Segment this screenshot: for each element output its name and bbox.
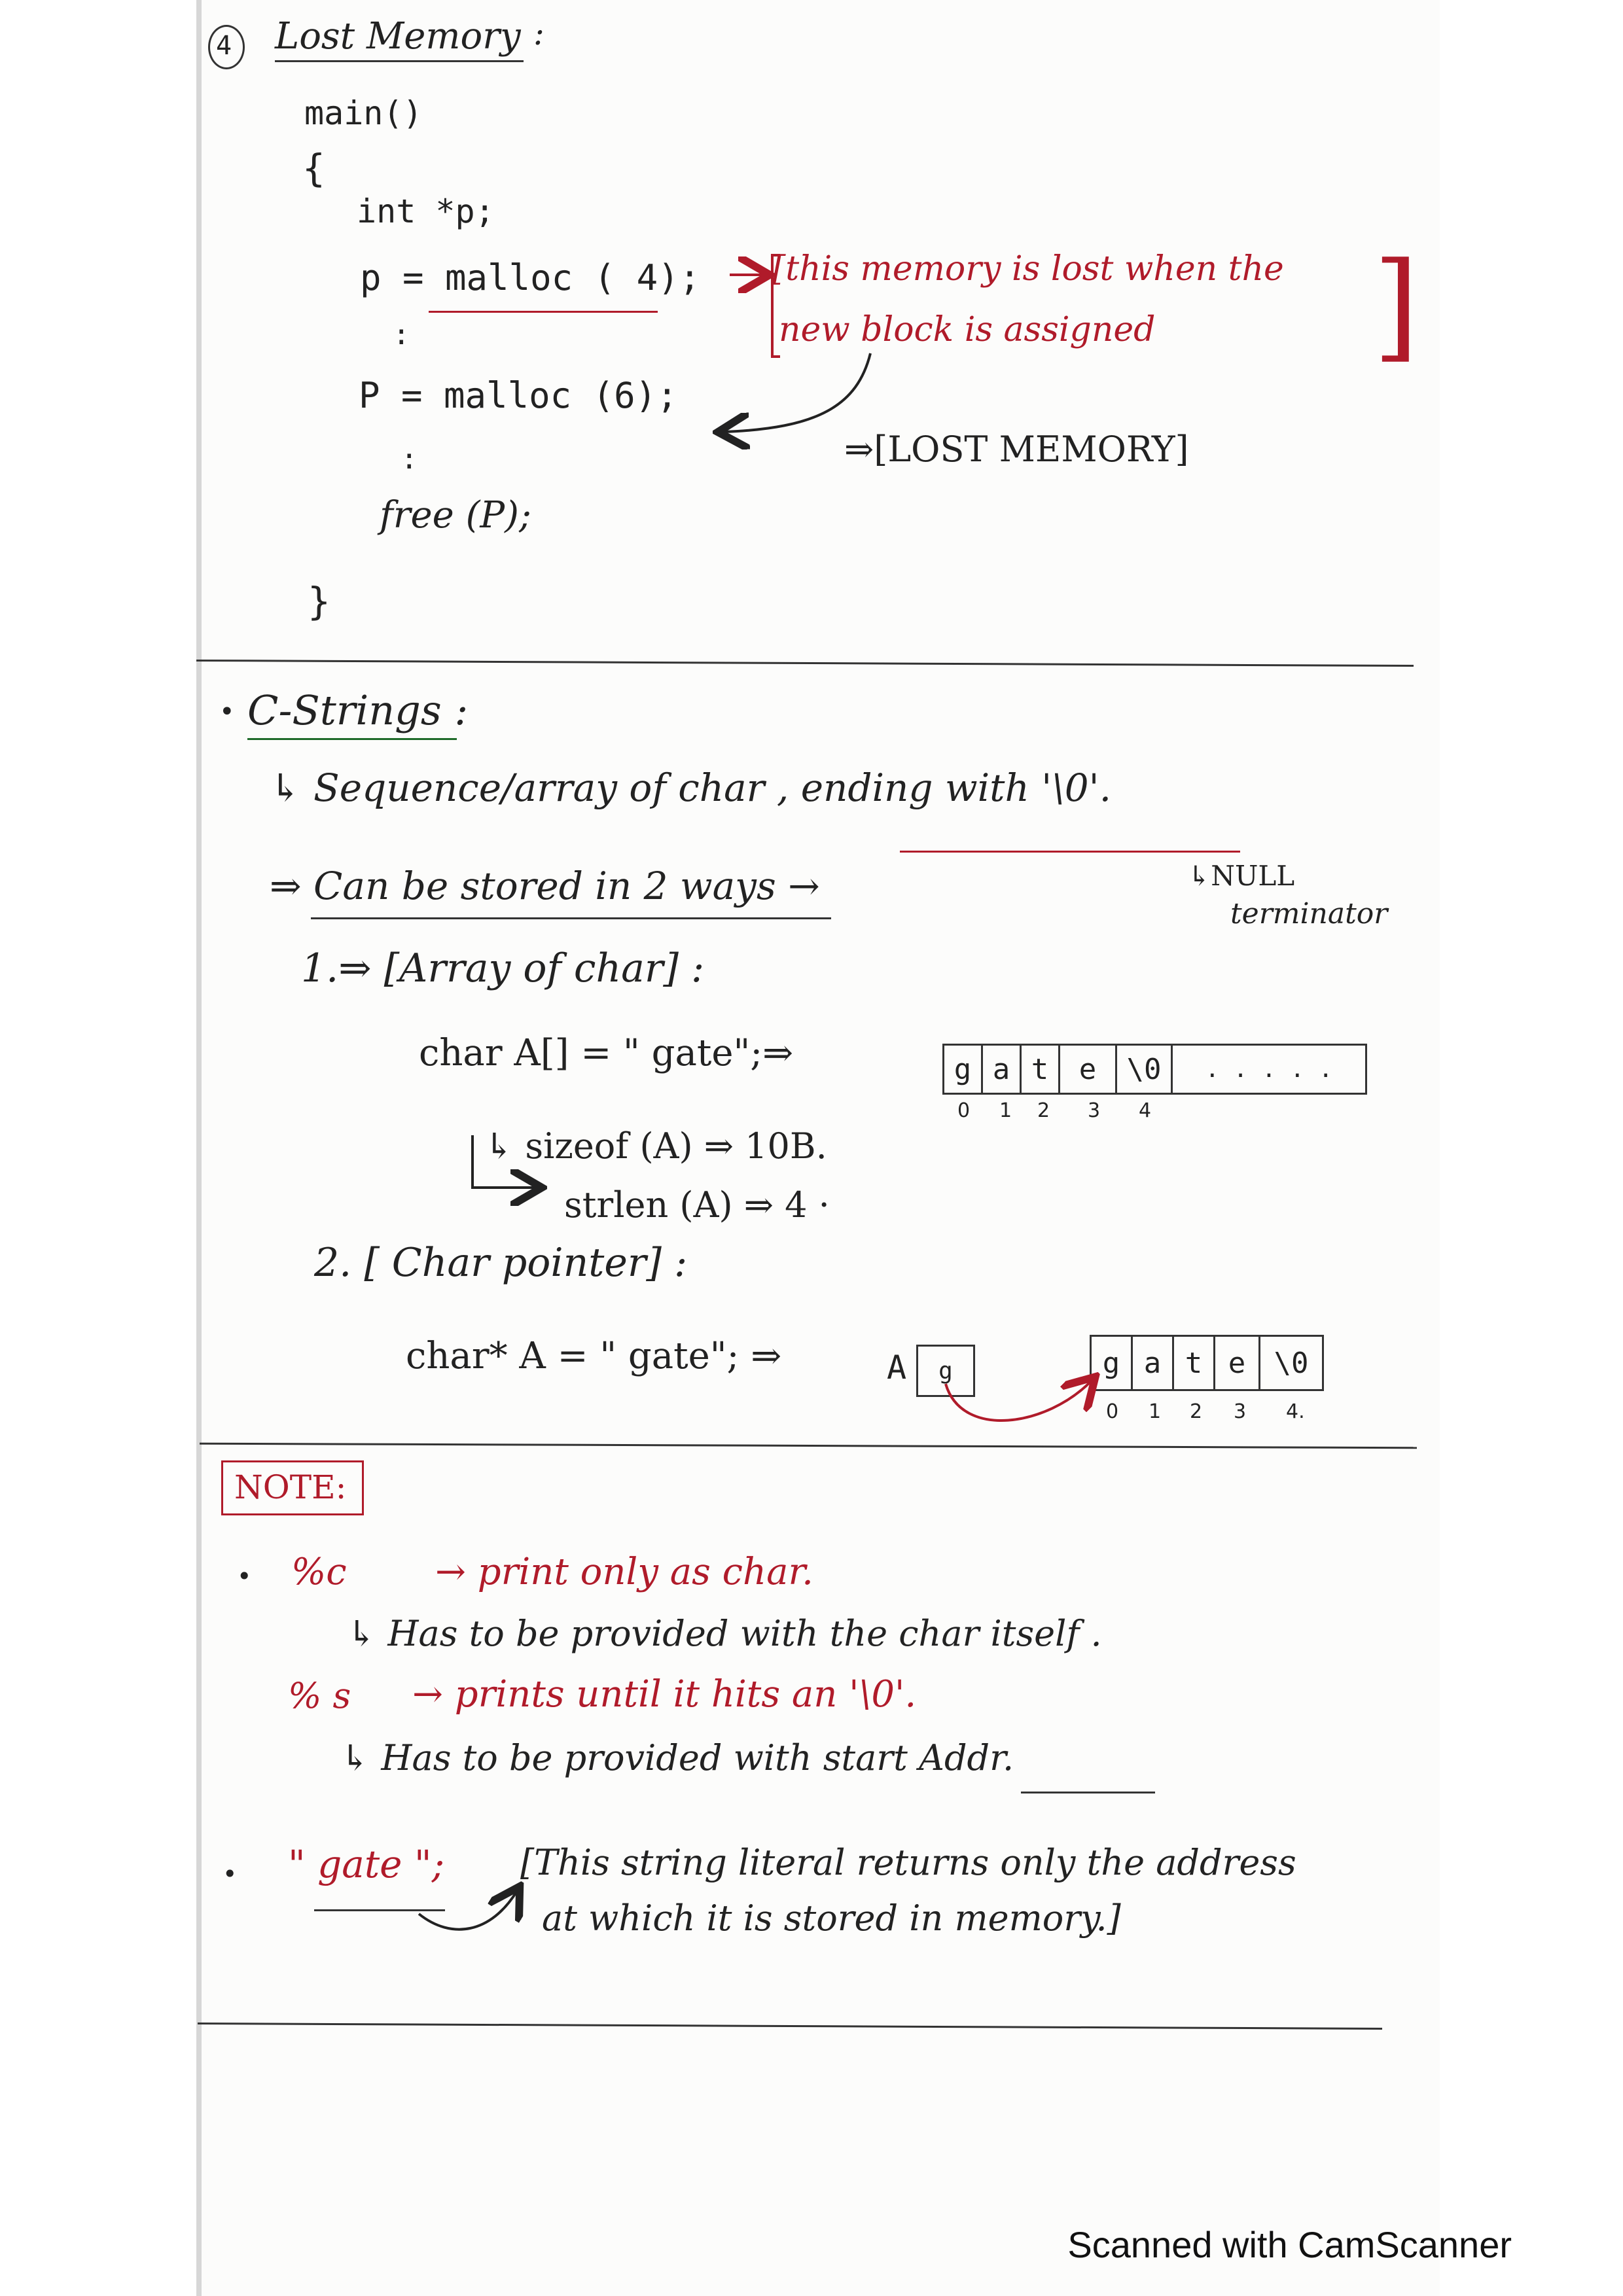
section-number: 4 <box>216 31 232 61</box>
string-index: 4. <box>1286 1400 1305 1423</box>
note-spec-c: %c <box>291 1551 347 1593</box>
code-line-malloc-6: P = malloc (6); <box>359 375 678 416</box>
note-bullet-1: • <box>237 1562 252 1591</box>
lost-memory-note-line1: [this memory is lost when the <box>772 249 1284 289</box>
string-cell: \0 <box>1258 1335 1324 1391</box>
section-title: Lost Memory <box>275 15 521 58</box>
lost-memory-note-line2: new block is assigned <box>779 310 1156 349</box>
lost-memory-result: ⇒[LOST MEMORY] <box>844 429 1189 470</box>
code-line-ellipsis-1: : <box>393 318 410 351</box>
string-index: 1 <box>1149 1400 1162 1423</box>
array-index: 3 <box>1088 1099 1101 1122</box>
array-cell: g <box>942 1044 983 1095</box>
note-spec-s: % s <box>288 1675 351 1716</box>
way2-label: 2. [ Char pointer] : <box>314 1240 688 1286</box>
terminator-label: terminator <box>1230 897 1388 930</box>
array-index: 0 <box>957 1099 971 1122</box>
pointer-name: A <box>887 1349 907 1386</box>
string-index: 2 <box>1190 1400 1203 1423</box>
code-line-malloc-4: p = malloc ( 4); <box>360 257 701 298</box>
code-line-declaration: int *p; <box>357 192 495 230</box>
array-index: 4 <box>1139 1099 1152 1122</box>
lost-memory-note-bracket: ] <box>1373 238 1419 374</box>
literal-note-line2: at which it is stored in memory.] <box>542 1898 1121 1939</box>
code-line-ellipsis-2: : <box>401 442 418 476</box>
code-line-open-brace: { <box>302 146 325 190</box>
array-cell-remaining: . . . . . <box>1171 1044 1367 1095</box>
array-cell: e <box>1058 1044 1117 1095</box>
storage-ways: ⇒ Can be stored in 2 ways → <box>270 864 820 908</box>
string-cell: e <box>1213 1335 1260 1391</box>
code-line-close-brace: } <box>308 579 330 624</box>
string-literal: " gate "; <box>288 1842 445 1886</box>
code-line-free: free (P); <box>380 494 531 537</box>
note-desc-s: → prints until it hits an '\0'. <box>412 1673 917 1716</box>
note-bullet-2: • <box>223 1860 238 1888</box>
sizeof-strlen-arrow <box>473 1135 537 1188</box>
annotation-left-bracket <box>772 255 780 357</box>
c-strings-definition: ↳ Sequence/array of char , ending with '\0'. <box>270 766 1112 810</box>
c-strings-bullet: • <box>219 697 235 727</box>
string-cell: t <box>1172 1335 1215 1391</box>
note-sub-s: ↳ Has to be provided with start Addr. <box>340 1737 1014 1778</box>
new-block-arrow <box>723 353 870 432</box>
code-line-main: main() <box>304 94 423 132</box>
pointer-arrow <box>946 1381 1092 1421</box>
array-index: 2 <box>1037 1099 1050 1122</box>
way1-label: 1.⇒ [Array of char] : <box>301 945 705 991</box>
array-cell: a <box>981 1044 1022 1095</box>
note-sub-c: ↳ Has to be provided with the char itself . <box>347 1613 1102 1654</box>
way2-code: char* A = " gate"; ⇒ <box>406 1335 782 1377</box>
string-index: 3 <box>1234 1400 1247 1423</box>
strlen-result: strlen (A) ⇒ 4 · <box>564 1184 830 1226</box>
pointer-box: g <box>916 1345 975 1397</box>
array-index: 1 <box>999 1099 1012 1122</box>
string-cell: a <box>1131 1335 1174 1391</box>
literal-arrow <box>419 1891 517 1930</box>
string-index: 0 <box>1106 1400 1119 1423</box>
array-cell: t <box>1020 1044 1060 1095</box>
c-strings-heading: C-Strings : <box>247 686 469 734</box>
section-title-colon: : <box>533 14 544 52</box>
null-label: ↳NULL <box>1188 860 1295 892</box>
literal-note-line1: [This string literal returns only the address <box>520 1842 1296 1883</box>
sizeof-result: ↳ sizeof (A) ⇒ 10B. <box>484 1125 827 1167</box>
note-desc-c: → print only as char. <box>435 1551 813 1593</box>
scanner-watermark: Scanned with CamScanner <box>1067 2224 1512 2265</box>
note-title: NOTE: <box>234 1468 347 1506</box>
string-cell: g <box>1090 1335 1133 1391</box>
way1-code: char A[] = " gate";⇒ <box>419 1032 794 1074</box>
array-cell: \0 <box>1115 1044 1173 1095</box>
